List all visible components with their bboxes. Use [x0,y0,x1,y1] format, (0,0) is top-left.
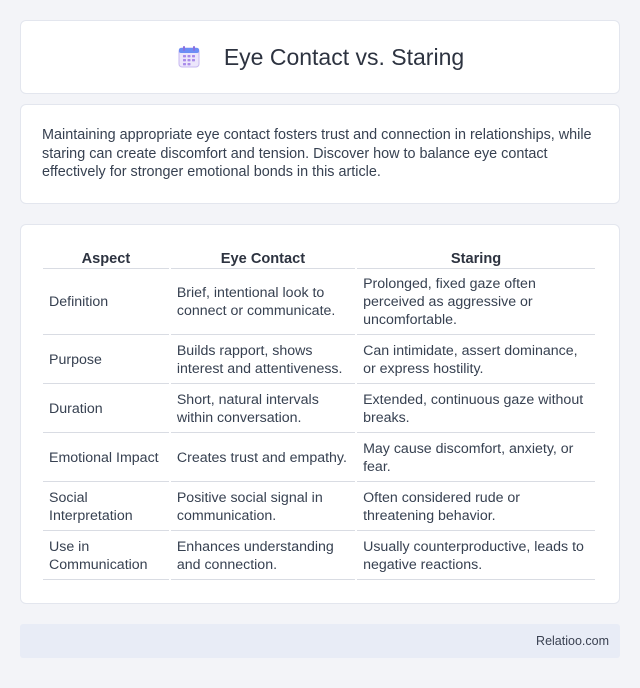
eye-contact-cell: Builds rapport, shows interest and attentiveness. [171,335,355,384]
header-eye-contact: Eye Contact [171,245,355,269]
table-row [43,433,595,482]
eye-contact-cell: Brief, intentional look to connect or communicate. [171,269,355,335]
eye-contact-cell: Short, natural intervals within conversation. [171,384,355,433]
header-aspect: Aspect [43,245,169,269]
table-header-row [43,245,595,269]
calendar-icon [176,44,202,70]
eye-contact-cell: Enhances understanding and connection. [171,531,355,580]
intro-text: Maintaining appropriate eye contact fosters trust and connection in relationships, while staring can create discomfort and tension. Discover how to balance eye contact effectively for stronger emotional bonds in this article. [42,127,592,180]
staring-cell: Often considered rude or threatening behavior. [357,482,595,531]
table-row [43,482,595,531]
footer [20,624,620,658]
intro-card [20,104,620,204]
eye-contact-cell: Creates trust and empathy. [171,433,355,482]
aspect-cell: Use in Communication [43,531,169,580]
table-row [43,335,595,384]
staring-cell: May cause discomfort, anxiety, or fear. [357,433,595,482]
table-row [43,384,595,433]
comparison-table [41,245,597,580]
staring-cell: Can intimidate, assert dominance, or express hostility. [357,335,595,384]
title-card [20,20,620,94]
staring-cell: Extended, continuous gaze without breaks. [357,384,595,433]
aspect-cell: Emotional Impact [43,433,169,482]
staring-cell: Usually counterproductive, leads to negative reactions. [357,531,595,580]
staring-cell: Prolonged, fixed gaze often perceived as aggressive or uncomfortable. [357,269,595,335]
aspect-cell: Purpose [43,335,169,384]
footer-brand: Relatioo.com [536,634,609,648]
aspect-cell: Duration [43,384,169,433]
page-title: Eye Contact vs. Staring [223,43,465,70]
eye-contact-cell: Positive social signal in communication. [171,482,355,531]
aspect-cell: Definition [43,269,169,335]
aspect-cell: Social Interpretation [43,482,169,531]
header-staring: Staring [357,245,595,269]
comparison-card [20,224,620,604]
table-row [43,269,595,335]
table-row [43,531,595,580]
